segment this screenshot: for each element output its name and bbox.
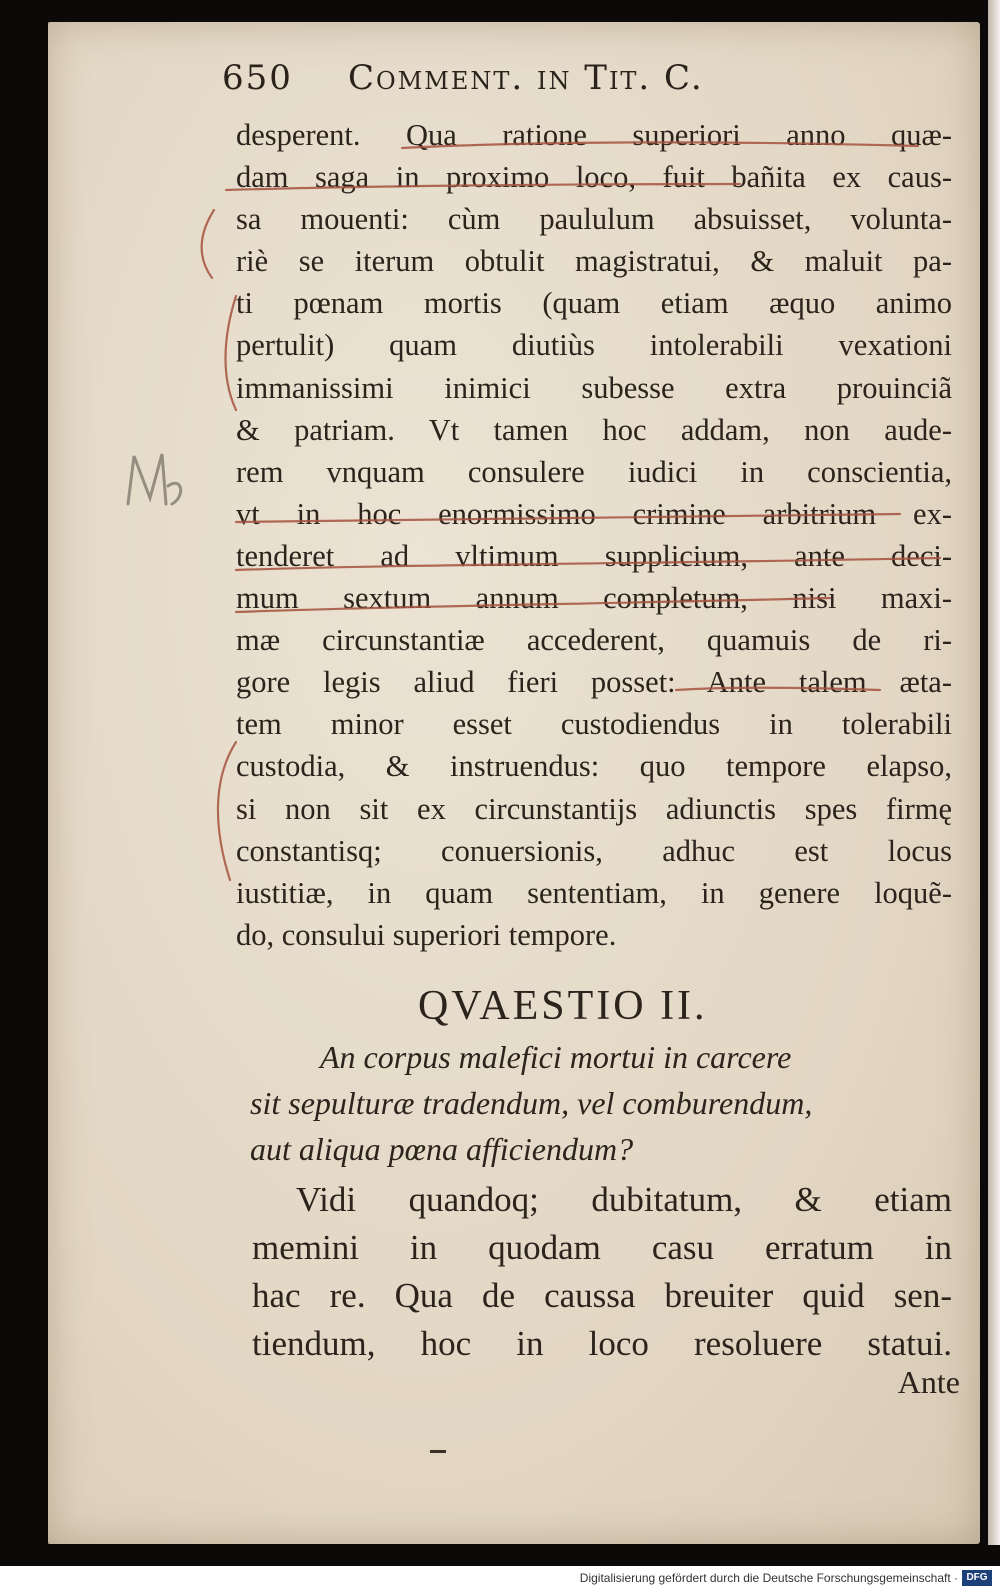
text-line: dam saga in proximo loco, fuit bañita ex caus- — [236, 160, 952, 195]
text-line: tiendum, hoc in loco resoluere statui. — [252, 1324, 952, 1363]
text-line: gore legis aliud fieri posset: Ante talem æta- — [236, 665, 952, 700]
signature-dash — [430, 1450, 446, 1453]
digitization-footer — [0, 1566, 1000, 1592]
text-line: tenderet ad vltimum supplicium, ante deci- — [236, 538, 952, 573]
subtitle-line: An corpus malefici mortui in carcere — [320, 1039, 792, 1075]
text-line: custodia, & instruendus: quo tempore elapso, — [236, 749, 952, 784]
running-header — [222, 58, 942, 106]
page-edge-right — [988, 0, 1000, 1545]
text-line: constantisq; conuersionis, adhuc est locus — [236, 833, 952, 868]
running-title: Comment. in Tit. C. — [348, 58, 704, 98]
subtitle-line: aut aliqua pœna afficiendum? — [250, 1131, 634, 1167]
text-line: si non sit ex circunstantijs adiunctis spes firmę — [236, 791, 952, 826]
text-line: hac re. Qua de caussa breuiter quid sen- — [252, 1276, 952, 1315]
text-line: vt in hoc enormissimo crimine arbitrium ex- — [236, 496, 952, 531]
question-subtitle — [250, 1034, 950, 1172]
text-line: mæ circunstantiæ accederent, quamuis de ri- — [236, 623, 952, 658]
question-heading: QVAESTIO II. — [418, 983, 708, 1029]
catchword: Ante — [897, 1364, 960, 1400]
question-paragraph — [252, 1176, 952, 1368]
text-line: rem vnquam consulere iudici in conscientia, — [236, 454, 952, 489]
dfg-logo-icon: DFG — [962, 1570, 992, 1586]
page-number: 650 — [222, 58, 293, 98]
text-line: sa mouenti: cùm paululum absuisset, volunta- — [236, 202, 952, 237]
footer-credit: Digitalisierung gefördert durch die Deutsche Forschungsgemeinschaft · — [579, 1571, 958, 1585]
text-line: desperent. Qua ratione superiori anno quæ- — [236, 118, 952, 152]
text-line: memini in quodam casu erratum in — [252, 1228, 952, 1267]
pencil-margin-mark-icon — [120, 446, 192, 516]
text-line: mum sextum annum completum, nisi maxi- — [236, 581, 952, 616]
subtitle-line: sit sepulturæ tradendum, vel comburendum, — [250, 1085, 813, 1121]
main-paragraph — [236, 114, 952, 956]
text-line: pertulit) quam diutiùs intolerabili vexationi — [236, 328, 952, 363]
text-line: ti pœnam mortis (quam etiam æquo animo — [236, 286, 952, 321]
text-line: do, consului superiori tempore. — [236, 917, 617, 952]
text-line: & patriam. Vt tamen hoc addam, non aude- — [236, 412, 952, 447]
text-line: riè se iterum obtulit magistratui, & maluit pa- — [236, 244, 952, 279]
text-line: Vidi quandoq; dubitatum, & etiam — [296, 1180, 952, 1219]
text-line: iustitiæ, in quam sententiam, in genere loquẽ- — [236, 875, 952, 910]
text-line: immanissimi inimici subesse extra prouinciã — [236, 370, 952, 405]
text-line: tem minor esset custodiendus in tolerabili — [236, 707, 952, 742]
